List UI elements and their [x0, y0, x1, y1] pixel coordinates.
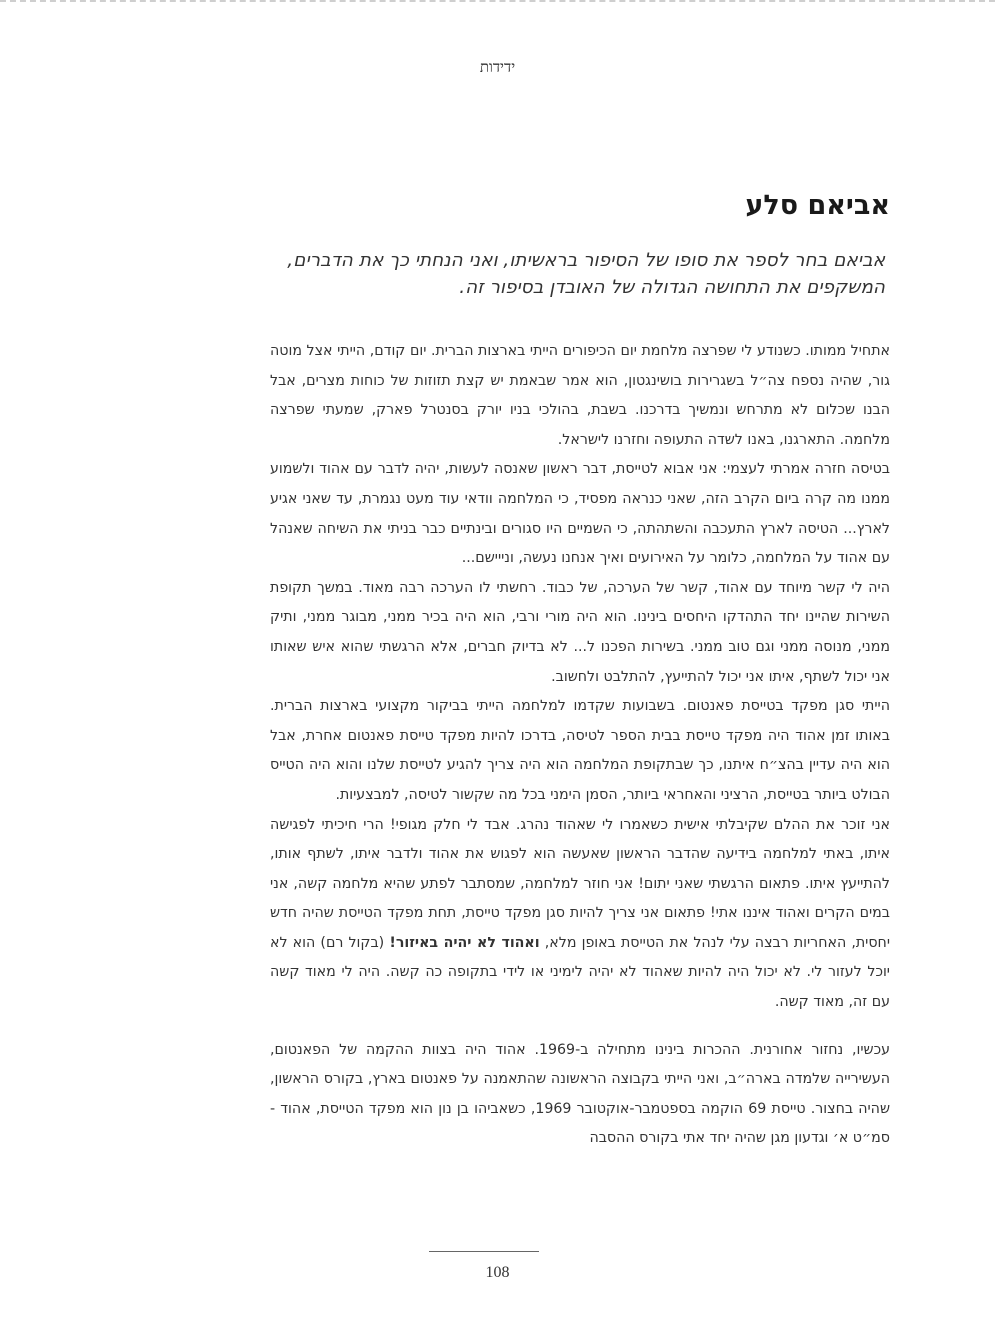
paragraph [270, 811, 890, 1018]
paragraph: היה לי קשר מיוחד עם אהוד, קשר של הערכה, של כבוד. רחשתי לו הערכה רבה מאוד. במשך תקופת השירות שהיינו יחד התהדקו היחסים בינינו. הוא היה מורי ורבי, הוא היה בכיר ממני, מבוגר ממני, ותיק ממני, מנוסה ממני וגם טוב ממני. בשירות הפכנו ל... לא בדיוק חברים, אלא הרגשתי שהוא איש שאותו אני יכול לשתף, איתו אני יכול להתייעץ, להתלבט ולחשוב. [270, 579, 890, 685]
footer-rule [429, 1251, 539, 1252]
paragraph-text: אני זוכר את ההלם שקיבלתי אישית כשאמרו לי שאהוד נהרג. אבד לי חלק מגופי! הרי חיכיתי לפגישה איתו, באתי למלחמה בידיעה שהדבר הראשון שאעשה הוא לפגוש את אהוד ולדבר איתו, לשתף אותו, להתייעץ איתו. פתאום הרגשתי שאני יתום! אני חוזר למלחמה, שמסתבר לפתע שהיא מלחמה קשה, אני במים הקרים ואהוד איננו אתי! פתאום אני צריך להיות סגן מפקד טייסת, תחת מפקד הטייסת שהיה חדש יחסית, האחריות רבצה עלי לנהל את הטייסת באופן מלא, [270, 816, 890, 951]
article-title: אביאם סלע [745, 190, 890, 221]
page-number: 108 [485, 1264, 510, 1281]
paragraph: הייתי סגן מפקד בטייסת פאנטום. בשבועות שקדמו למלחמה הייתי בביקור מקצועי בארצות הברית. באותו זמן אהוד היה מפקד טייסת בבית הספר לטיסה, בדרכו להיות מפקד טייסת פאנטום אחרת, אבל הוא היה עדיין בהצ״ח איתנו, כך שבתקופת המלחמה הוא היה צריך להגיע לטייסת שלנו והוא היה הטייס הבולט ביותר בטייסת, הרציני והאחראי ביותר, הסמן הימני בכל מה שקשור לטיסה, למבצעיות. [270, 698, 890, 803]
bold-quote: ואהוד לא יהיה באיזור! [389, 934, 540, 951]
paragraph: אתחיל ממותו. כשנודע לי שפרצה מלחמת יום הכיפורים הייתי בארצות הברית. יום קודם, הייתי אצל מוטה גור, שהיה נספח צה״ל בשגרירות בושינגטון, הוא אמר שבאמת יש קצת תזוזות של כוחות מצרים, אבל הבנו שכלום לא מתרחש ונמשיך בדרכנו. בשבת, בהולכי בניו יורק בסנטרל פארק, שמעתי שפרצה מלחמה. התארגנו, באנו לשדה התעופה וחזרנו לישראל. [270, 343, 890, 448]
paragraph: עכשיו, נחזור אחורנית. ההכרות בינינו מתחילה ב-1969. אהוד היה בצוות ההקמה של הפאנטום, העשירייה שלמדה בארה״ב, ואני הייתי בקבוצה הראשונה שהתאמנה על פאנטום בארץ, בקורס הראשון, שהיה בחצור. טייסת 69 הוקמה בספטמבר-אוקטובר 1969, כשאביהו בן נון הוא מפקד הטייסת, אהוד - סמ״ט א׳ וגדעון מגן שהיה יחד אתי בקורס ההסבה [270, 1041, 890, 1147]
running-header: ידידות [479, 60, 516, 76]
article [270, 190, 890, 1154]
top-border-line [0, 0, 995, 8]
paragraph: בטיסה חזרה אמרתי לעצמי: אני אבוא לטייסת, דבר ראשון שאנסה לעשות, יהיה לדבר עם אהוד ולשמוע ממנו מה קרה ביום הקרב הזה, שאני כנראה מפסיד, כי המלחמה וודאי עוד מעט נגמרת, עד שאני אגיע לארץ... הטיסה לארץ התעכבה והשתהתה, כי השמיים היו סגורים ובינתיים כבר בניתי את השיחה שאנהל עם אהוד על המלחמה, כלומר על האירועים ואיך אנחנו נעשה, ונייישם... [270, 461, 890, 567]
paragraph-text: (בקול רם) הוא לא יוכל לעזור לי. לא יכול היה להיות שאהוד לא יהיה לימיני או לידי בתקופה כה קשה. היה לי מאוד קשה עם זה, מאוד קשה. [270, 934, 890, 1011]
article-intro: אביאם בחר לספר את סופו של הסיפור בראשיתו, ואני הנחתי כך את הדברים, המשקפים את התחושה הגדולה של האובדן בסיפור זה. [287, 250, 885, 298]
article-body [270, 337, 890, 1154]
